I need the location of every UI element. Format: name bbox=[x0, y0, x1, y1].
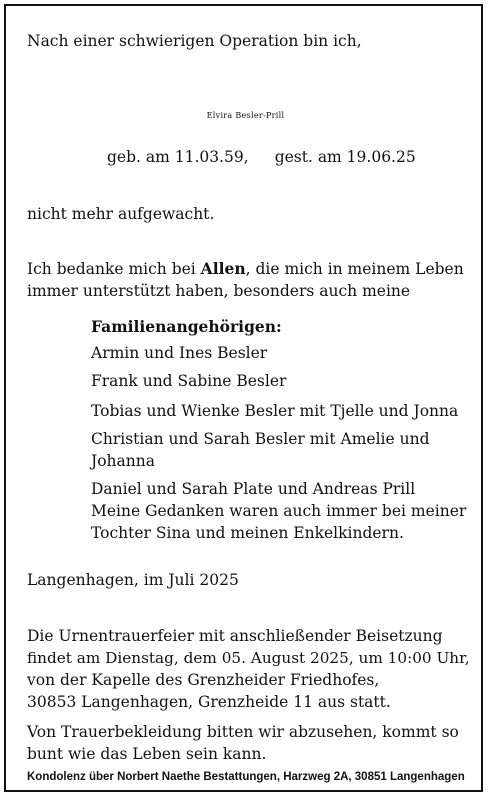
mourning-line: bunt wie das Leben sein kann. bbox=[27, 745, 267, 763]
family-heading: Familienangehörigen: bbox=[91, 317, 282, 336]
family-member: Armin und Ines Besler bbox=[91, 344, 268, 362]
death-date: gest. am 19.06.25 bbox=[274, 148, 416, 166]
family-member: Johanna bbox=[91, 452, 155, 470]
ceremony-line: von der Kapelle des Grenzheider Friedhofes, bbox=[27, 671, 380, 689]
birth-date: geb. am 11.03.59, bbox=[107, 148, 249, 166]
after-text: nicht mehr aufgewacht. bbox=[27, 205, 215, 223]
deceased-name: Elvira Besler-Prill bbox=[206, 111, 285, 120]
ceremony-line: Die Urnentrauerfeier mit anschließender Beisetzung bbox=[27, 627, 443, 645]
thanks-line-2: immer unterstützt haben, besonders auch meine bbox=[27, 282, 411, 300]
thanks-emphasis: Allen bbox=[200, 259, 246, 278]
family-member: Tobias und Wienke Besler mit Tjelle und Jonna bbox=[91, 402, 459, 420]
ceremony-line: findet am Dienstag, dem 05. August 2025, um 10:00 Uhr, bbox=[27, 649, 470, 667]
ceremony-line: 30853 Langenhagen, Grenzheide 11 aus statt. bbox=[27, 693, 391, 711]
family-member: Christian und Sarah Besler mit Amelie und bbox=[91, 430, 430, 448]
family-member: Frank und Sabine Besler bbox=[91, 372, 287, 390]
family-thought: Meine Gedanken waren auch immer bei meiner bbox=[91, 502, 467, 520]
thanks-line-1: Ich bedanke mich bei Allen, die mich in meinem Leben bbox=[27, 259, 464, 278]
family-thought: Tochter Sina und meinen Enkelkindern. bbox=[91, 524, 404, 542]
family-member: Daniel und Sarah Plate und Andreas Prill bbox=[91, 480, 416, 498]
intro-text: Nach einer schwierigen Operation bin ich, bbox=[27, 32, 362, 50]
place-date: Langenhagen, im Juli 2025 bbox=[27, 571, 239, 589]
mourning-line: Von Trauerbekleidung bitten wir abzusehen, kommt so bbox=[27, 723, 459, 741]
condolence-note: Kondolenz über Norbert Naethe Bestattungen, Harzweg 2A, 30851 Langenhagen bbox=[27, 771, 465, 783]
life-dates bbox=[107, 146, 416, 168]
